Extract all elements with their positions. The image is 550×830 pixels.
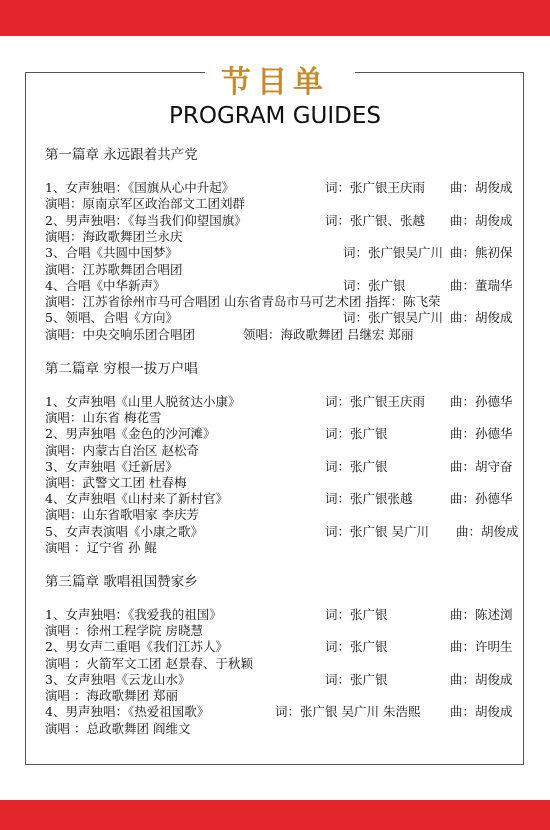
lyricist: 词：张广银 xyxy=(343,278,406,293)
lyricist: 词：张广银 xyxy=(325,607,388,622)
top-red-band xyxy=(0,0,550,36)
chapter-title: 第二篇章 穷根一拔万户唱 xyxy=(45,361,198,377)
composer: 曲：胡俊成 xyxy=(450,704,513,719)
program-item: 1、女声独唱：《我爱我的祖国》 xyxy=(45,607,222,622)
program-item: 3、合唱《共圆中国梦》 xyxy=(45,245,178,260)
performer: 演唱：海政歌舞团兰永庆 xyxy=(45,229,183,244)
chapter-title: 第一篇章 永远跟着共产党 xyxy=(45,147,198,163)
lyricist: 词：张广银 吴广川 xyxy=(325,524,429,539)
performer: 演唱：武警文工团 杜春梅 xyxy=(45,475,187,490)
composer: 曲：熊初保 xyxy=(450,245,513,260)
program-item: 2、男声独唱：《每当我们仰望国旗》 xyxy=(45,213,247,228)
program-item: 3、女声独唱《迁新居》 xyxy=(45,459,178,474)
performer: 演唱：山东省歌唱家 李庆芳 xyxy=(45,507,199,522)
program-item: 1、女声独唱：《国旗从心中升起》 xyxy=(45,180,235,195)
bottom-red-band xyxy=(0,800,550,830)
composer: 曲：胡俊成 xyxy=(450,310,513,325)
composer: 曲：胡俊成 xyxy=(456,524,519,539)
lyricist: 词：张广银 xyxy=(325,426,388,441)
composer: 曲：孙德华 xyxy=(450,491,513,506)
performer: 演唱 ：海政歌舞团 郑丽 xyxy=(45,688,178,703)
lyricist: 词：张广银张越 xyxy=(325,491,413,506)
composer: 曲：许明生 xyxy=(450,639,513,654)
lyricist: 词：张广银 吴广川 朱浩熙 xyxy=(275,704,421,719)
lyricist: 词：张广银吴广川 xyxy=(343,245,444,260)
performer: 演唱 ：总政歌舞团 阎维文 xyxy=(45,721,191,736)
lyricist: 词：张广银吴广川 xyxy=(343,310,444,325)
composer: 曲：孙德华 xyxy=(450,394,513,409)
composer: 曲：董瑞华 xyxy=(450,278,513,293)
chapter-title: 第三篇章 歌唱祖国赞家乡 xyxy=(45,574,198,590)
program-item: 4、男声独唱：《热爱祖国歌》 xyxy=(45,704,210,719)
composer: 曲：陈述浏 xyxy=(450,607,513,622)
lyricist: 词：张广银 xyxy=(325,459,388,474)
performer: 演唱：江苏省徐州市马可合唱团 山东省青岛市马可艺术团 指挥：陈飞荣 xyxy=(45,294,441,309)
composer: 曲：胡俊成 xyxy=(450,213,513,228)
program-item: 2、男声独唱《金色的沙河滩》 xyxy=(45,426,216,441)
program-item: 1、女声独唱《山里人脱贫达小康》 xyxy=(45,394,241,409)
lyricist: 词：张广银 xyxy=(325,672,388,687)
performer: 演唱：中央交响乐团合唱团 xyxy=(45,327,196,342)
lyricist: 词：张广银王庆雨 xyxy=(325,394,426,409)
performer: 演唱 ：徐州工程学院 房晓慧 xyxy=(45,623,203,638)
performer: 演唱：内蒙古自治区 赵松奇 xyxy=(45,443,199,458)
performer: 演唱：原南京军区政治部文工团刘群 xyxy=(45,196,246,211)
program-item: 5、女声表演唱《小康之歌》 xyxy=(45,524,203,539)
program-item: 4、女声独唱《山村来了新村官》 xyxy=(45,491,228,506)
composer: 曲：胡俊成 xyxy=(450,180,513,195)
performer: 演唱 ：辽宁省 孙 鲲 xyxy=(45,540,157,555)
lead-singer: 领唱：海政歌舞团 吕继宏 郑丽 xyxy=(243,327,414,342)
performer: 演唱 ：火箭军文工团 赵景春、于秋颖 xyxy=(45,656,253,671)
program-title-cn: 节目单 xyxy=(221,65,329,100)
lyricist: 词：张广银王庆雨 xyxy=(325,180,426,195)
lyricist: 词：张广银 xyxy=(325,639,388,654)
composer: 曲：胡俊成 xyxy=(450,672,513,687)
program-item: 3、女声独唱《云龙山水》 xyxy=(45,672,191,687)
lyricist: 词：张广银、张越 xyxy=(325,213,426,228)
program-title-en: PROGRAM GUIDES xyxy=(169,103,381,129)
performer: 演唱：山东省 梅花雪 xyxy=(45,410,162,425)
composer: 曲：胡守奋 xyxy=(450,459,513,474)
performer: 演唱：江苏歌舞团合唱团 xyxy=(45,262,183,277)
program-item: 4、合唱《中华新声》 xyxy=(45,278,166,293)
composer: 曲：孙德华 xyxy=(450,426,513,441)
program-item: 2、男女声二重唱《我们江苏人》 xyxy=(45,639,228,654)
program-item: 5、领唱、合唱《方向》 xyxy=(45,310,178,325)
